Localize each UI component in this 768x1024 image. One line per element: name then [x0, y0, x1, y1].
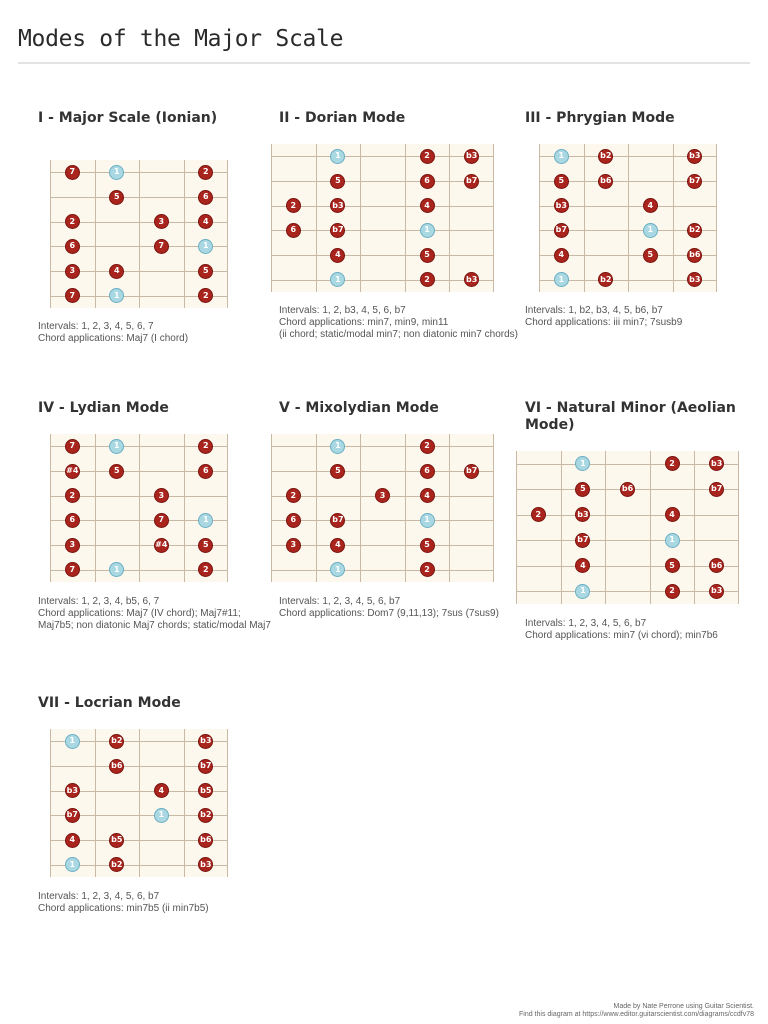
scale-note-marker: 3	[154, 488, 169, 503]
root-note-marker: 1	[554, 149, 569, 164]
scale-note-marker: b5	[109, 833, 124, 848]
fret-line	[95, 160, 96, 308]
scale-note-marker: 4	[330, 538, 345, 553]
root-note-marker: 1	[330, 149, 345, 164]
scale-note-marker: b3	[464, 149, 479, 164]
fret-line	[139, 160, 140, 308]
scale-note-marker: b2	[109, 734, 124, 749]
fretboard	[50, 160, 228, 308]
mode-title: V - Mixolydian Mode	[279, 400, 439, 416]
mode-info	[525, 305, 765, 329]
fret-line	[673, 144, 674, 292]
scale-note-marker: b3	[709, 584, 724, 599]
scale-note-marker: 4	[109, 264, 124, 279]
scale-note-marker: b6	[198, 833, 213, 848]
fret-line	[50, 729, 51, 877]
fret-line	[184, 434, 185, 582]
scale-note-marker: 2	[198, 562, 213, 577]
root-note-marker: 1	[109, 288, 124, 303]
intervals-text: Intervals: 1, 2, 3, 4, 5, 6, 7	[38, 321, 154, 332]
scale-note-marker: 4	[665, 507, 680, 522]
scale-note-marker: 7	[65, 562, 80, 577]
scale-note-marker: b3	[554, 198, 569, 213]
scale-note-marker: b3	[198, 857, 213, 872]
scale-note-marker: b7	[330, 513, 345, 528]
chord-applications-text: Chord applications: Dom7 (9,11,13); 7sus (7sus9)	[279, 608, 499, 619]
mode-info	[525, 618, 765, 642]
fret-line	[449, 144, 450, 292]
scale-note-marker: b6	[709, 558, 724, 573]
scale-note-marker: 6	[420, 464, 435, 479]
root-note-marker: 1	[65, 734, 80, 749]
scale-note-marker: 2	[65, 214, 80, 229]
scale-note-marker: 5	[198, 538, 213, 553]
string-line	[271, 206, 494, 207]
credit-link[interactable]: Find this diagram at https://www.editor.guitarscientist.com/diagrams/ccdfv78	[519, 1011, 754, 1018]
fret-line	[493, 144, 494, 292]
scale-note-marker: 6	[65, 513, 80, 528]
scale-note-marker: 7	[154, 513, 169, 528]
mode-info	[279, 596, 519, 620]
scale-note-marker: 5	[665, 558, 680, 573]
scale-note-marker: b6	[109, 759, 124, 774]
root-note-marker: 1	[330, 272, 345, 287]
fret-line	[50, 434, 51, 582]
chord-applications-text: Chord applications: Maj7 (I chord)	[38, 333, 189, 344]
scale-note-marker: b7	[709, 482, 724, 497]
fret-line	[628, 144, 629, 292]
scale-note-marker: 4	[643, 198, 658, 213]
scale-note-marker: 4	[420, 198, 435, 213]
scale-note-marker: b3	[575, 507, 590, 522]
scale-note-marker: b7	[464, 174, 479, 189]
fret-line	[95, 729, 96, 877]
root-note-marker: 1	[198, 239, 213, 254]
chord-applications-text: Chord applications: min7, min9, min11	[279, 317, 449, 328]
scale-note-marker: b5	[198, 783, 213, 798]
fret-line	[561, 451, 562, 604]
string-line	[516, 566, 739, 567]
scale-note-marker: 2	[286, 488, 301, 503]
scale-note-marker: b3	[198, 734, 213, 749]
credit-author: Made by Nate Perrone using Guitar Scientist.	[613, 1003, 754, 1010]
fret-line	[584, 144, 585, 292]
scale-note-marker: 3	[375, 488, 390, 503]
scale-note-marker: b7	[65, 808, 80, 823]
scale-note-marker: 6	[65, 239, 80, 254]
root-note-marker: 1	[665, 533, 680, 548]
chord-applications-text: Maj7b5; non diatonic Maj7 chords; static/modal Maj7	[38, 620, 271, 631]
scale-note-marker: 3	[65, 264, 80, 279]
scale-note-marker: 7	[154, 239, 169, 254]
fret-line	[360, 144, 361, 292]
root-note-marker: 1	[65, 857, 80, 872]
root-note-marker: 1	[420, 513, 435, 528]
mode-info	[38, 596, 278, 632]
fret-line	[271, 434, 272, 582]
fret-line	[271, 144, 272, 292]
fret-line	[516, 451, 517, 604]
scale-note-marker: 4	[575, 558, 590, 573]
scale-note-marker: #4	[154, 538, 169, 553]
chord-applications-text: Chord applications: Maj7 (IV chord); Maj7#11;	[38, 608, 241, 619]
root-note-marker: 1	[109, 562, 124, 577]
scale-note-marker: 4	[420, 488, 435, 503]
scale-note-marker: 5	[198, 264, 213, 279]
fret-line	[539, 144, 540, 292]
scale-note-marker: b2	[598, 149, 613, 164]
intervals-text: Intervals: 1, 2, b3, 4, 5, 6, b7	[279, 305, 406, 316]
scale-note-marker: 5	[420, 248, 435, 263]
fret-line	[449, 434, 450, 582]
root-note-marker: 1	[554, 272, 569, 287]
scale-note-marker: b6	[620, 482, 635, 497]
root-note-marker: 1	[575, 584, 590, 599]
scale-note-marker: 6	[198, 190, 213, 205]
mode-title: IV - Lydian Mode	[38, 400, 169, 416]
scale-note-marker: b3	[687, 149, 702, 164]
fret-line	[184, 160, 185, 308]
scale-note-marker: 3	[65, 538, 80, 553]
fret-line	[316, 434, 317, 582]
scale-note-marker: 4	[330, 248, 345, 263]
scale-note-marker: 2	[65, 488, 80, 503]
scale-note-marker: b6	[687, 248, 702, 263]
fret-line	[227, 434, 228, 582]
string-line	[516, 515, 739, 516]
scale-note-marker: 7	[65, 165, 80, 180]
intervals-text: Intervals: 1, 2, 3, 4, 5, 6, b7	[279, 596, 401, 607]
scale-note-marker: b7	[464, 464, 479, 479]
root-note-marker: 1	[154, 808, 169, 823]
scale-note-marker: 5	[575, 482, 590, 497]
root-note-marker: 1	[330, 439, 345, 454]
chord-applications-text: Chord applications: min7b5 (ii min7b5)	[38, 903, 209, 914]
scale-note-marker: b6	[598, 174, 613, 189]
scale-note-marker: 5	[330, 174, 345, 189]
mode-title: VI - Natural Minor (Aeolian Mode)	[525, 400, 736, 433]
scale-note-marker: 2	[420, 562, 435, 577]
scale-note-marker: b3	[330, 198, 345, 213]
fret-line	[738, 451, 739, 604]
string-line	[516, 591, 739, 592]
fretboard	[50, 729, 228, 877]
fretboard	[271, 144, 494, 292]
scale-note-marker: b2	[598, 272, 613, 287]
scale-note-marker: 4	[198, 214, 213, 229]
fret-line	[184, 729, 185, 877]
chord-applications-text: Chord applications: iii min7; 7susb9	[525, 317, 683, 328]
chord-applications-text: (ii chord; static/modal min7; non diatonic min7 chords)	[279, 329, 518, 340]
string-line	[516, 464, 739, 465]
mode-title: III - Phrygian Mode	[525, 110, 675, 126]
chord-applications-text: Chord applications: min7 (vi chord); min7b6	[525, 630, 718, 641]
fret-line	[694, 451, 695, 604]
scale-note-marker: 2	[665, 456, 680, 471]
scale-note-marker: 4	[554, 248, 569, 263]
intervals-text: Intervals: 1, 2, 3, 4, 5, 6, b7	[525, 618, 647, 629]
scale-note-marker: b3	[65, 783, 80, 798]
scale-note-marker: 6	[420, 174, 435, 189]
mode-info	[279, 305, 519, 341]
scale-note-marker: b3	[464, 272, 479, 287]
string-line	[271, 255, 494, 256]
root-note-marker: 1	[109, 165, 124, 180]
scale-note-marker: b7	[687, 174, 702, 189]
root-note-marker: 1	[330, 562, 345, 577]
scale-note-marker: #4	[65, 464, 80, 479]
mode-title: I - Major Scale (Ionian)	[38, 110, 218, 126]
scale-note-marker: 2	[665, 584, 680, 599]
fret-line	[95, 434, 96, 582]
scale-note-marker: 5	[554, 174, 569, 189]
scale-note-marker: b3	[709, 456, 724, 471]
fret-line	[405, 434, 406, 582]
string-line	[516, 540, 739, 541]
scale-note-marker: b2	[109, 857, 124, 872]
scale-note-marker: 5	[643, 248, 658, 263]
intervals-text: Intervals: 1, b2, b3, 4, 5, b6, b7	[525, 305, 663, 316]
fret-line	[360, 434, 361, 582]
root-note-marker: 1	[198, 513, 213, 528]
scale-note-marker: b7	[554, 223, 569, 238]
scale-note-marker: 2	[198, 439, 213, 454]
scale-note-marker: 5	[420, 538, 435, 553]
root-note-marker: 1	[575, 456, 590, 471]
scale-note-marker: 6	[286, 223, 301, 238]
string-line	[271, 181, 494, 182]
title-divider	[18, 62, 750, 64]
string-line	[271, 471, 494, 472]
fretboard	[539, 144, 717, 292]
scale-note-marker: 7	[65, 439, 80, 454]
scale-note-marker: 6	[198, 464, 213, 479]
string-line	[271, 446, 494, 447]
string-line	[271, 156, 494, 157]
scale-note-marker: b3	[687, 272, 702, 287]
fret-line	[50, 160, 51, 308]
scale-note-marker: 4	[154, 783, 169, 798]
string-line	[271, 280, 494, 281]
scale-note-marker: b7	[330, 223, 345, 238]
fret-line	[405, 144, 406, 292]
fretboard	[516, 451, 739, 604]
root-note-marker: 1	[109, 439, 124, 454]
scale-note-marker: 4	[65, 833, 80, 848]
string-line	[271, 570, 494, 571]
intervals-text: Intervals: 1, 2, 3, 4, 5, 6, b7	[38, 891, 160, 902]
fret-line	[227, 729, 228, 877]
credit	[519, 1003, 754, 1019]
scale-note-marker: b2	[198, 808, 213, 823]
scale-note-marker: b7	[198, 759, 213, 774]
root-note-marker: 1	[643, 223, 658, 238]
scale-note-marker: 2	[420, 439, 435, 454]
scale-note-marker: 2	[286, 198, 301, 213]
mode-title: VII - Locrian Mode	[38, 695, 181, 711]
fretboard	[50, 434, 228, 582]
scale-note-marker: 2	[198, 288, 213, 303]
fret-line	[650, 451, 651, 604]
string-line	[271, 520, 494, 521]
page-title: Modes of the Major Scale	[18, 26, 344, 52]
fret-line	[139, 729, 140, 877]
scale-note-marker: 2	[420, 149, 435, 164]
scale-note-marker: b7	[575, 533, 590, 548]
mode-info	[38, 891, 278, 915]
scale-note-marker: 5	[109, 464, 124, 479]
mode-title: II - Dorian Mode	[279, 110, 406, 126]
scale-note-marker: 2	[420, 272, 435, 287]
scale-note-marker: 3	[154, 214, 169, 229]
scale-note-marker: 6	[286, 513, 301, 528]
intervals-text: Intervals: 1, 2, 3, 4, b5, 6, 7	[38, 596, 160, 607]
string-line	[271, 545, 494, 546]
scale-note-marker: 2	[198, 165, 213, 180]
mode-info	[38, 321, 278, 345]
fret-line	[493, 434, 494, 582]
fret-line	[139, 434, 140, 582]
fret-line	[316, 144, 317, 292]
scale-note-marker: 5	[330, 464, 345, 479]
fret-line	[605, 451, 606, 604]
scale-note-marker: b2	[687, 223, 702, 238]
fretboard	[271, 434, 494, 582]
scale-note-marker: 3	[286, 538, 301, 553]
scale-note-marker: 5	[109, 190, 124, 205]
string-line	[271, 230, 494, 231]
fret-line	[227, 160, 228, 308]
root-note-marker: 1	[420, 223, 435, 238]
scale-note-marker: 2	[531, 507, 546, 522]
fret-line	[716, 144, 717, 292]
scale-note-marker: 7	[65, 288, 80, 303]
